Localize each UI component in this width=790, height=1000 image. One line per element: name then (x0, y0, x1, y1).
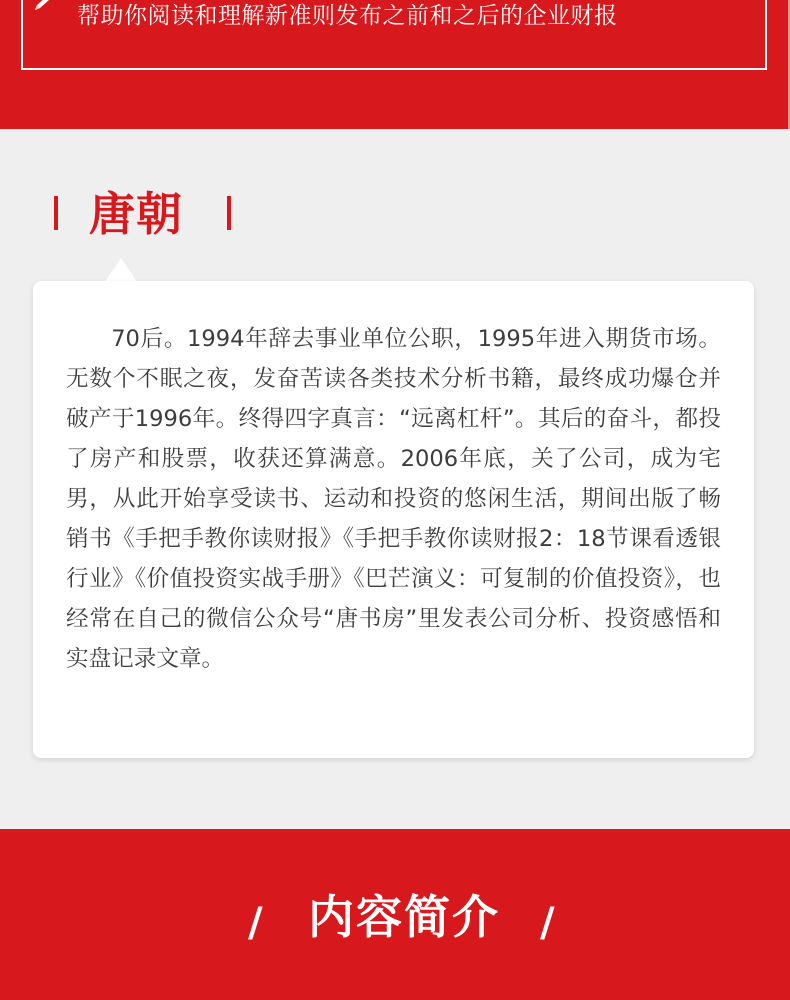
section-heading: 内容简介 (308, 890, 500, 944)
card-pointer (105, 258, 137, 282)
heading-mark-left: / (248, 900, 263, 946)
subtitle-frame (21, 0, 767, 70)
author-bio: 70后。1994年辞去事业单位公职，1995年进入期货市场。无数个不眠之夜，发奋苦读各类技术分析书籍，最终成功爆仓并破产于1996年。终得四字真言：“远离杠杆”。其后的奋斗，都投了房产和股票，收获还算满意。2006年底，关了公司，成为宅男，从此开始享受读书、运动和投资的悠闲生活，期间出版了畅销书《手把手教你读财报》《手把手教你读财报2：18节课看透银行业》《价值投资实战手册》《巴芒演义：可复制的价值投资》，也经常在自己的微信公众号“唐书房”里发表公司分析、投资感悟和实盘记录文章。 (66, 326, 721, 672)
author-bio-card (33, 281, 754, 758)
author-name: 唐朝 (89, 187, 183, 241)
book-subtitle: 帮助你阅读和理解新准则发布之前和之后的企业财报 (77, 3, 618, 29)
heading-mark-right: / (540, 900, 555, 946)
title-bar-right (227, 196, 231, 230)
header-band (0, 0, 790, 129)
pencil-icon (33, 0, 51, 12)
title-bar-left (54, 196, 58, 230)
content-intro-band (0, 829, 790, 1000)
